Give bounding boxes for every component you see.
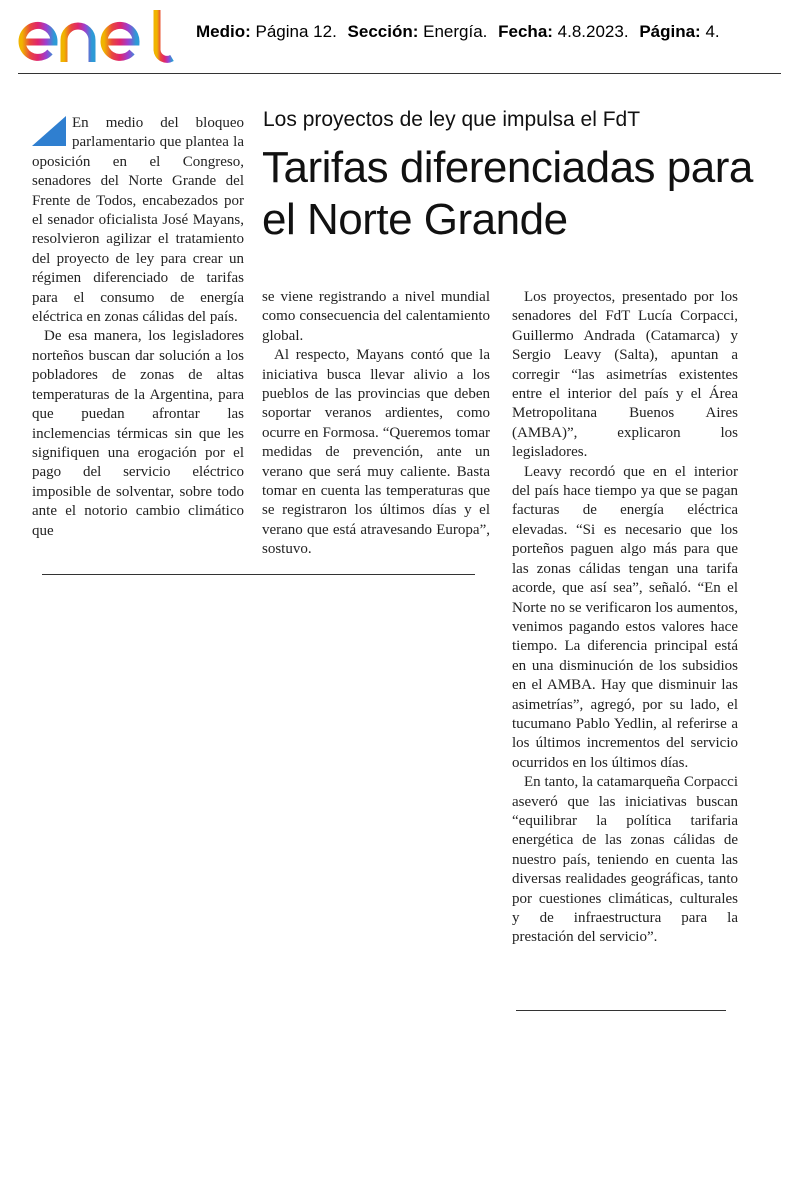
paragraph: Al respecto, Mayans contó que la iniciativa busca llevar alivio a los pueblos de las provincias que deben soportar veranos ardientes, como ocurre en Formosa. “Queremos tomar medidas de prevención, ante un verano que será muy caliente. Basta tomar en cuenta las temperaturas que se registraron los últimos días y el verano que está atravesando Europa”, sostuvo. xyxy=(262,347,490,558)
triangle-dropcap-icon xyxy=(32,116,66,146)
article-end-rule xyxy=(516,1010,726,1011)
medio-value: Página 12. xyxy=(255,22,337,41)
paragraph: Los proyectos, presentado por los senadores del FdT Lucía Corpacci, Guillermo Andrada (Catamarca) y Sergio Leavy (Salta), apuntan a corregir “las asimetrías existentes entre el interior del país y el Área Metropolitana Buenos Aires (AMBA)”, explicaron los legisladores. xyxy=(512,289,738,461)
paragraph: En tanto, la catamarqueña Corpacci aseveró que las iniciativas buscan “equilibrar la política tarifaria energética de las zonas cálidas de nuestro país, teniendo en cuenta las diversas realidades geográficas, tanto por cuestiones climáticas, culturales y de infraestructura para la prestación del servicio”. xyxy=(512,774,738,946)
press-clipping-meta xyxy=(196,22,720,42)
enel-logo xyxy=(14,4,184,68)
paragraph: Leavy recordó que en el interior del país hace tiempo ya que se pagan facturas de energía eléctrica elevadas. “Si es necesario que los porteños paguen algo más para que las zonas cálidas tengan una tarifa acorde, que así sea”, señaló. “En el Norte no se verificaron los aumentos, venimos pagando estos valores hace tiempo. La diferencia principal está en una disminución de los subsidios en el AMBA. Hay que disminuir las asimetrías”, agregó, por su lado, el tucumano Pablo Yedlin, al referirse a los últimos incrementos del servicio ocurridos en los últimos días. xyxy=(512,463,738,771)
column-divider xyxy=(42,574,475,575)
article-column-3 xyxy=(512,288,738,948)
seccion-label: Sección: xyxy=(347,22,419,41)
fecha-value: 4.8.2023. xyxy=(557,22,629,41)
pagina-value: 4. xyxy=(705,22,720,41)
pagina-label: Página: xyxy=(639,22,701,41)
article-kicker: Los proyectos de ley que impulsa el FdT xyxy=(263,108,641,131)
medio-label: Medio: xyxy=(196,22,251,41)
fecha-label: Fecha: xyxy=(498,22,553,41)
paragraph: se viene registrando a nivel mundial como consecuencia del calentamiento global. xyxy=(262,289,490,344)
article-column-2 xyxy=(262,288,490,560)
article-column-1 xyxy=(32,114,244,541)
paragraph: En medio del bloqueo parlamentario que plantea la oposición en el Congreso, senadores del Norte Grande del Frente de Todos, encabezados por el senador oficialista José Mayans, resolvieron agilizar el tratamiento del proyecto de ley para crear un régimen diferenciado de tarifas para el consumo de energía eléctrica en zonas cálidas del país. xyxy=(32,115,244,326)
seccion-value: Energía. xyxy=(423,22,488,41)
header-divider xyxy=(18,73,781,74)
paragraph: De esa manera, los legisladores norteños buscan dar solución a los pobladores de zonas de altas temperaturas de la Argentina, para que puedan afrontar las inclemencias térmicas sin que les signifiquen una erogación por el pago del servicio eléctrico imposible de solventar, sobre todo ante el notorio cambio climático que xyxy=(32,328,244,539)
article-headline: Tarifas diferenciadas para el Norte Grande xyxy=(262,143,753,244)
